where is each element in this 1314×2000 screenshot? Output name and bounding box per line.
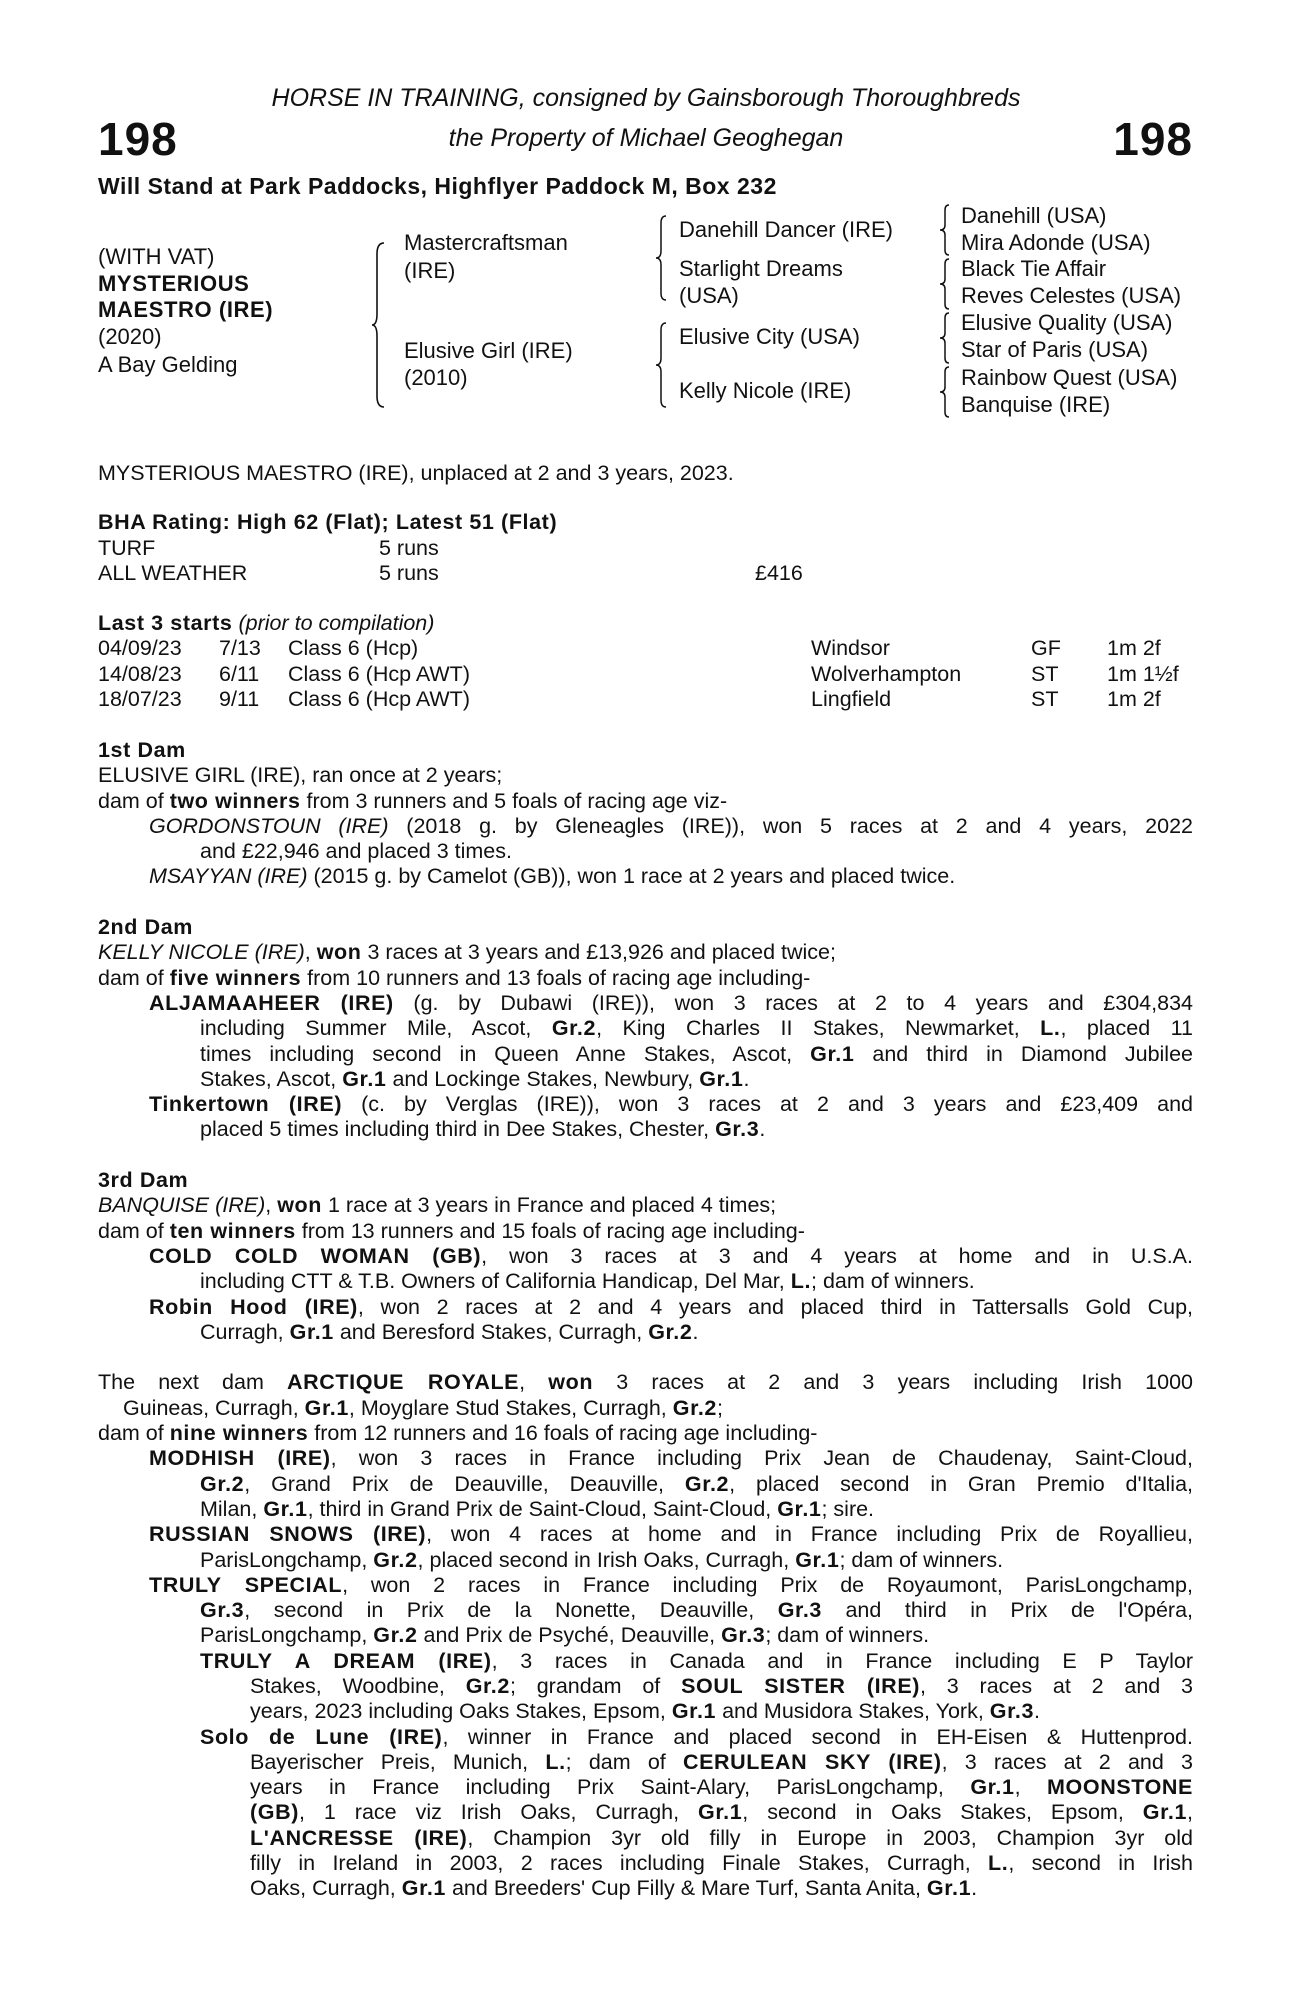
highlight-text: Gr.2 [200,1471,245,1496]
dam-dam: Kelly Nicole (IRE) [679,378,852,403]
text-run: ; sire. [821,1496,875,1521]
text-run: placed 5 times including third in Dee Stakes, Chester, [200,1117,716,1142]
text-run: , Grand Prix de Deauville, Deauville, [244,1471,685,1496]
highlight-text: L. [790,1269,812,1294]
text-run: and £22,946 and placed 3 times. [200,839,512,864]
text-run: , third in Grand Prix de Saint-Cloud, Saint-Cloud, [307,1496,778,1521]
highlight-text: Gr.2 [465,1673,510,1698]
text-line [98,1800,1193,1825]
highlight-text: TRULY A DREAM (IRE) [200,1648,492,1673]
highlight-text: L'ANCRESSE (IRE) [250,1825,468,1850]
highlight-text: two winners [169,788,301,813]
ancestor: Reves Celestes (USA) [961,283,1182,308]
text-line [98,1421,1193,1446]
text-run: ; grandam of [509,1673,682,1698]
text-line [98,864,1193,889]
text-line [98,1598,1193,1623]
dam-sections [98,738,1193,1902]
highlight-text: Gr.2 [551,1016,597,1041]
highlight-text: L. [545,1749,566,1774]
dam-record [98,1193,1193,1218]
text-run: Bayerischer Preis, Munich, [250,1749,546,1774]
sire-dam: Starlight Dreams [679,256,843,281]
text-line [98,1016,1193,1041]
text-run: years, 2023 including Oaks Stakes, Epsom, [250,1699,672,1724]
highlight-text: won [277,1193,322,1218]
highlight-text: (GB) [250,1800,299,1825]
text-run: . [1034,1699,1041,1724]
text-run: Stakes, Woodbine, [250,1673,466,1698]
highlight-text: SOUL SISTER (IRE) [681,1673,921,1698]
progeny-entry [98,1573,1193,1649]
dam-record [98,1370,1193,1421]
dam-record [98,1421,1193,1446]
text-line [98,1320,1193,1345]
text-run: dam of [98,788,170,813]
text-run: 1 race at 3 years in France and placed 4 times; [322,1193,777,1218]
progeny-entry [98,1649,1193,1725]
start-course: Wolverhampton [811,661,962,686]
last-starts-title: Last 3 starts [98,611,233,635]
text-run: , 3 races at 2 and 3 [920,1673,1193,1698]
text-run: , placed second in Irish Oaks, Curragh, [417,1547,796,1572]
text-run: and Beresford Stakes, Curragh, [333,1319,649,1344]
section-title: 3rd Dam [98,1168,189,1193]
brace-icon [940,366,950,418]
text-run: , [519,1370,549,1395]
text-line [98,1623,1193,1648]
text-run: dam of [98,1421,170,1446]
highlight-text: five winners [169,965,302,990]
text-run: , won 3 races in France including Prix Jean de Chaudenay, Saint-Cloud, [330,1446,1193,1471]
text-run: from 10 runners and 13 foals of racing age including- [301,965,811,990]
start-dist: 1m 2f [1107,687,1161,711]
text-run: (c. by Verglas (IRE)), won 3 races at 2 and 3 years and £23,409 and [342,1092,1194,1117]
text-run: including CTT & T.B. Owners of California Handicap, Del Mar, [200,1269,791,1294]
highlight-text: Gr.1 [970,1775,1015,1800]
text-run: , [265,1193,278,1218]
highlight-text: Gr.1 [304,1395,349,1420]
text-run: (2015 g. by Camelot (GB)), won 1 race at 2 years and placed twice. [307,864,956,889]
text-run: ParisLongchamp, [200,1623,374,1648]
ancestor: Mira Adonde (USA) [961,230,1151,255]
highlight-text: RUSSIAN SNOWS (IRE) [149,1522,427,1547]
dam-record [98,940,1193,965]
text-line [98,1750,1193,1775]
text-run: and third in Diamond Jubilee [854,1041,1193,1066]
text-line [98,1193,1193,1218]
text-line [98,839,1193,864]
ancestor: Danehill (USA) [961,203,1107,228]
text-run: The next dam [98,1370,288,1395]
text-run: , placed 11 [1060,1016,1193,1041]
highlight-text: TRULY SPECIAL [149,1572,343,1597]
start-race: Class 6 (Hcp) [288,636,419,660]
runs: 5 runs [379,536,439,560]
last-starts-note: (prior to compilation) [238,611,435,635]
sire-suffix: (IRE) [404,258,456,283]
sire-dam-suffix: (USA) [679,283,739,308]
text-run: (g. by Dubawi (IRE)), won 3 races at 2 to 4 years and £304,834 [393,990,1193,1015]
text-line [98,1775,1193,1800]
text-run: , second in Oaks Stakes, Epsom, [742,1800,1143,1825]
brace-icon [940,204,950,256]
text-line [98,814,1193,839]
highlight-text: L. [988,1851,1009,1876]
text-run: , won 2 races in France including Prix de Royaumont, ParisLongchamp, [342,1572,1193,1597]
start-course: Lingfield [811,687,892,711]
start-going: ST [1031,687,1059,711]
ancestor: Black Tie Affair [961,256,1107,281]
dam-year: (2010) [404,365,468,390]
brace-icon [940,258,950,310]
ancestor: Star of Paris (USA) [961,337,1149,362]
progeny-entry [98,1295,1193,1346]
highlight-text: Gr.2 [648,1319,693,1344]
text-line [98,1472,1193,1497]
dam-section [98,1168,1193,1345]
last-starts-heading [98,611,434,636]
lot-number-right: 198 [1113,113,1193,165]
text-line [98,1219,1193,1244]
progeny-entry [98,864,1193,889]
dam-sire: Elusive City (USA) [679,324,860,349]
text-run: and Lockinge Stakes, Newbury, [386,1066,700,1091]
earnings: £416 [755,561,803,585]
highlight-text: Gr.1 [795,1547,840,1572]
text-line [98,1725,1193,1750]
dam-record [98,789,1193,814]
start-pos: 7/13 [219,636,261,660]
highlight-text: CERULEAN SKY (IRE) [682,1749,942,1774]
start-going: ST [1031,661,1059,686]
start-pos: 6/11 [219,661,260,686]
text-run: , Moyglare Stud Stakes, Curragh, [348,1395,673,1420]
text-run: ; [717,1395,723,1420]
text-run: ; dam of winners. [811,1269,975,1294]
brace-icon [372,242,386,408]
highlight-text: MODHISH (IRE) [149,1446,331,1471]
italic-name: BANQUISE (IRE) [98,1193,266,1218]
text-run: . [759,1117,766,1142]
highlight-text: Gr.2 [684,1471,730,1496]
ancestor: Elusive Quality (USA) [961,310,1173,335]
text-run: years in France including Prix Saint-Alary, ParisLongchamp, [250,1775,971,1800]
highlight-text: Gr.1 [1142,1800,1188,1825]
text-run: , 1 race viz Irish Oaks, Curragh, [298,1800,699,1825]
text-run: and Musidora Stakes, York, [716,1699,990,1724]
highlight-text: ALJAMAAHEER (IRE) [149,990,394,1015]
text-run: , second in Irish [1008,1851,1193,1876]
text-run: ; dam of [565,1749,683,1774]
section-title: 2nd Dam [98,915,193,940]
text-run: ELUSIVE GIRL (IRE), ran once at 2 years; [98,763,503,788]
highlight-text: won [316,940,362,965]
text-run: 3 races at 3 years and £13,926 and placed twice; [361,940,836,965]
highlight-text: Gr.1 [698,1800,743,1825]
text-line [98,763,1193,788]
start-race: Class 6 (Hcp AWT) [288,687,470,711]
ancestor: Rainbow Quest (USA) [961,365,1178,390]
text-line [98,1649,1193,1674]
text-line [98,1269,1193,1294]
text-run: and Prix de Psyché, Deauville, [417,1623,722,1648]
ancestor: Banquise (IRE) [961,392,1111,417]
text-run: ParisLongchamp, [200,1547,374,1572]
text-run: , won 2 races at 2 and 4 years and placed third in Tattersalls Gold Cup, [357,1294,1193,1319]
text-line [98,1522,1193,1547]
text-run: , winner in France and placed second in EH-Eisen & Huttenprod. [442,1724,1193,1749]
text-run: Stakes, Ascot, [200,1066,343,1091]
dam-section [98,915,1193,1143]
text-run: , [304,940,317,965]
highlight-text: Gr.1 [777,1496,822,1521]
progeny-entry [98,991,1193,1092]
text-run: , won 4 races at home and in France including Prix de Royallieu, [426,1522,1193,1547]
text-run: dam of [98,965,170,990]
text-run: from 12 runners and 16 foals of racing age including- [308,1421,818,1446]
text-run: , won 3 races at 3 and 4 years at home and in U.S.A. [481,1243,1193,1268]
sire: Mastercraftsman [404,230,568,255]
highlight-text: nine winners [169,1421,309,1446]
surface: ALL WEATHER [98,561,248,585]
progeny-entry [98,1244,1193,1295]
highlight-text: Solo de Lune (IRE) [200,1724,443,1749]
start-date: 14/08/23 [98,661,182,686]
text-run: times including second in Queen Anne Stakes, Ascot, [200,1041,811,1066]
text-line [98,789,1193,814]
text-line [98,1674,1193,1699]
horse-name-2: MAESTRO (IRE) [98,297,274,322]
surface: TURF [98,536,156,560]
text-line [98,1244,1193,1269]
start-dist: 1m 1½f [1107,661,1179,686]
horse-name: MYSTERIOUS [98,271,250,296]
highlight-text: Gr.1 [810,1041,855,1066]
italic-name: KELLY NICOLE (IRE) [98,940,305,965]
dam-record [98,966,1193,991]
property-line: the Property of Michael Geoghegan [448,124,844,152]
highlight-text: Gr.3 [721,1623,766,1648]
start-race: Class 6 (Hcp AWT) [288,661,470,686]
highlight-text: Tinkertown (IRE) [149,1092,343,1117]
highlight-text: Gr.3 [200,1598,245,1623]
text-line [98,1446,1193,1471]
dam-section [98,738,1193,890]
highlight-text: Gr.3 [989,1699,1035,1724]
race-summary: MYSTERIOUS MAESTRO (IRE), unplaced at 2 and 3 years, 2023. [98,461,734,485]
brace-icon [656,215,668,301]
consignor-line: HORSE IN TRAINING, consigned by Gainsborough Thoroughbreds [271,84,1021,112]
text-run: Milan, [200,1496,264,1521]
start-dist: 1m 2f [1107,636,1161,660]
text-run: , Champion 3yr old filly in Europe in 2003, Champion 3yr old [467,1825,1193,1850]
text-run: . [971,1876,978,1901]
text-line [98,991,1193,1016]
text-run: , [1014,1775,1048,1800]
text-run: from 3 runners and 5 foals of racing age viz- [300,788,728,813]
text-run: Guineas, Curragh, [123,1395,305,1420]
section-title: 1st Dam [98,738,186,762]
progeny-entry [98,1725,1193,1902]
stand-location: Will Stand at Park Paddocks, Highflyer Paddock M, Box 232 [98,173,777,199]
text-run: , second in Prix de la Nonette, Deauville, [244,1598,778,1623]
text-run: Curragh, [200,1319,290,1344]
text-line [98,1370,1193,1395]
highlight-text: ten winners [169,1218,296,1243]
highlight-text: Gr.1 [926,1876,972,1901]
progeny-entry [98,1522,1193,1573]
text-run: , 3 races at 2 and 3 [941,1749,1193,1774]
dam: Elusive Girl (IRE) [404,338,573,363]
progeny-entry [98,1092,1193,1143]
highlight-text: Gr.3 [777,1598,822,1623]
start-going: GF [1031,636,1061,660]
text-line [98,966,1193,991]
horse-description: A Bay Gelding [98,352,238,377]
highlight-text: MOONSTONE [1047,1775,1193,1800]
text-line [98,1092,1193,1117]
text-line [98,1876,1193,1901]
start-pos: 9/11 [219,687,260,711]
text-run: Oaks, Curragh, [250,1876,402,1901]
text-run: . [692,1319,699,1344]
text-run: (2018 g. by Gleneagles (IRE)), won 5 races at 2 and 4 years, 2022 [388,813,1193,838]
sire-sire: Danehill Dancer (IRE) [679,217,893,242]
text-run: from 13 runners and 15 foals of racing age including- [295,1218,805,1243]
highlight-text: Robin Hood (IRE) [149,1294,358,1319]
highlight-text: Gr.1 [671,1699,717,1724]
highlight-text: Gr.1 [289,1319,334,1344]
vat-note: (WITH VAT) [98,244,215,269]
italic-name: GORDONSTOUN (IRE) [149,813,389,838]
brace-icon [940,312,950,364]
text-run: , King Charles II Stakes, Newmarket, [596,1016,1041,1041]
horse-year: (2020) [98,324,162,349]
dam-record [98,763,1193,788]
progeny-entry [98,814,1193,865]
text-run: and third in Prix de l'Opéra, [821,1598,1193,1623]
text-line [98,1396,1193,1421]
dam-section [98,1370,1193,1901]
highlight-text: L. [1040,1016,1061,1041]
highlight-text: Gr.2 [672,1395,717,1420]
text-line [98,1826,1193,1851]
start-date: 18/07/23 [98,687,182,711]
text-line [98,940,1193,965]
runs: 5 runs [379,561,439,585]
text-line [98,1851,1193,1876]
start-course: Windsor [811,636,890,660]
text-run: , placed second in Gran Premio d'Italia, [729,1471,1193,1496]
highlight-text: Gr.2 [373,1547,418,1572]
text-run: . [743,1066,750,1091]
text-run: , [1187,1800,1193,1825]
text-run: filly in Ireland in 2003, 2 races including Finale Stakes, Curragh, [250,1851,989,1876]
lot-number-left: 198 [98,113,178,165]
text-line [98,1067,1193,1092]
text-run: , 3 races in Canada and in France including E P Taylor [491,1648,1193,1673]
text-run: including Summer Mile, Ascot, [200,1016,552,1041]
bha-rating: BHA Rating: High 62 (Flat); Latest 51 (Flat) [98,510,558,534]
highlight-text: Gr.1 [342,1066,387,1091]
brace-icon [656,322,668,408]
highlight-text: Gr.1 [699,1066,744,1091]
highlight-text: Gr.2 [373,1623,418,1648]
text-line [98,1295,1193,1320]
highlight-text: COLD COLD WOMAN (GB) [149,1243,482,1268]
highlight-text: Gr.3 [715,1117,760,1142]
text-line [98,1117,1193,1142]
text-line [98,1573,1193,1598]
highlight-text: ARCTIQUE ROYALE [287,1370,520,1395]
progeny-entry [98,1446,1193,1522]
text-run: 3 races at 2 and 3 years including Irish 1000 [593,1370,1193,1395]
text-line [98,1042,1193,1067]
highlight-text: Gr.1 [401,1876,446,1901]
text-run: ; dam of winners. [765,1623,930,1648]
text-line [98,1548,1193,1573]
text-run: and Breeders' Cup Filly & Mare Turf, Santa Anita, [446,1876,927,1901]
text-run: ; dam of winners. [839,1547,1004,1572]
text-run: dam of [98,1218,170,1243]
text-line [98,1497,1193,1522]
highlight-text: won [548,1370,594,1395]
dam-record [98,1219,1193,1244]
italic-name: MSAYYAN (IRE) [149,864,308,889]
text-line [98,1699,1193,1724]
start-date: 04/09/23 [98,636,182,660]
highlight-text: Gr.1 [263,1496,308,1521]
